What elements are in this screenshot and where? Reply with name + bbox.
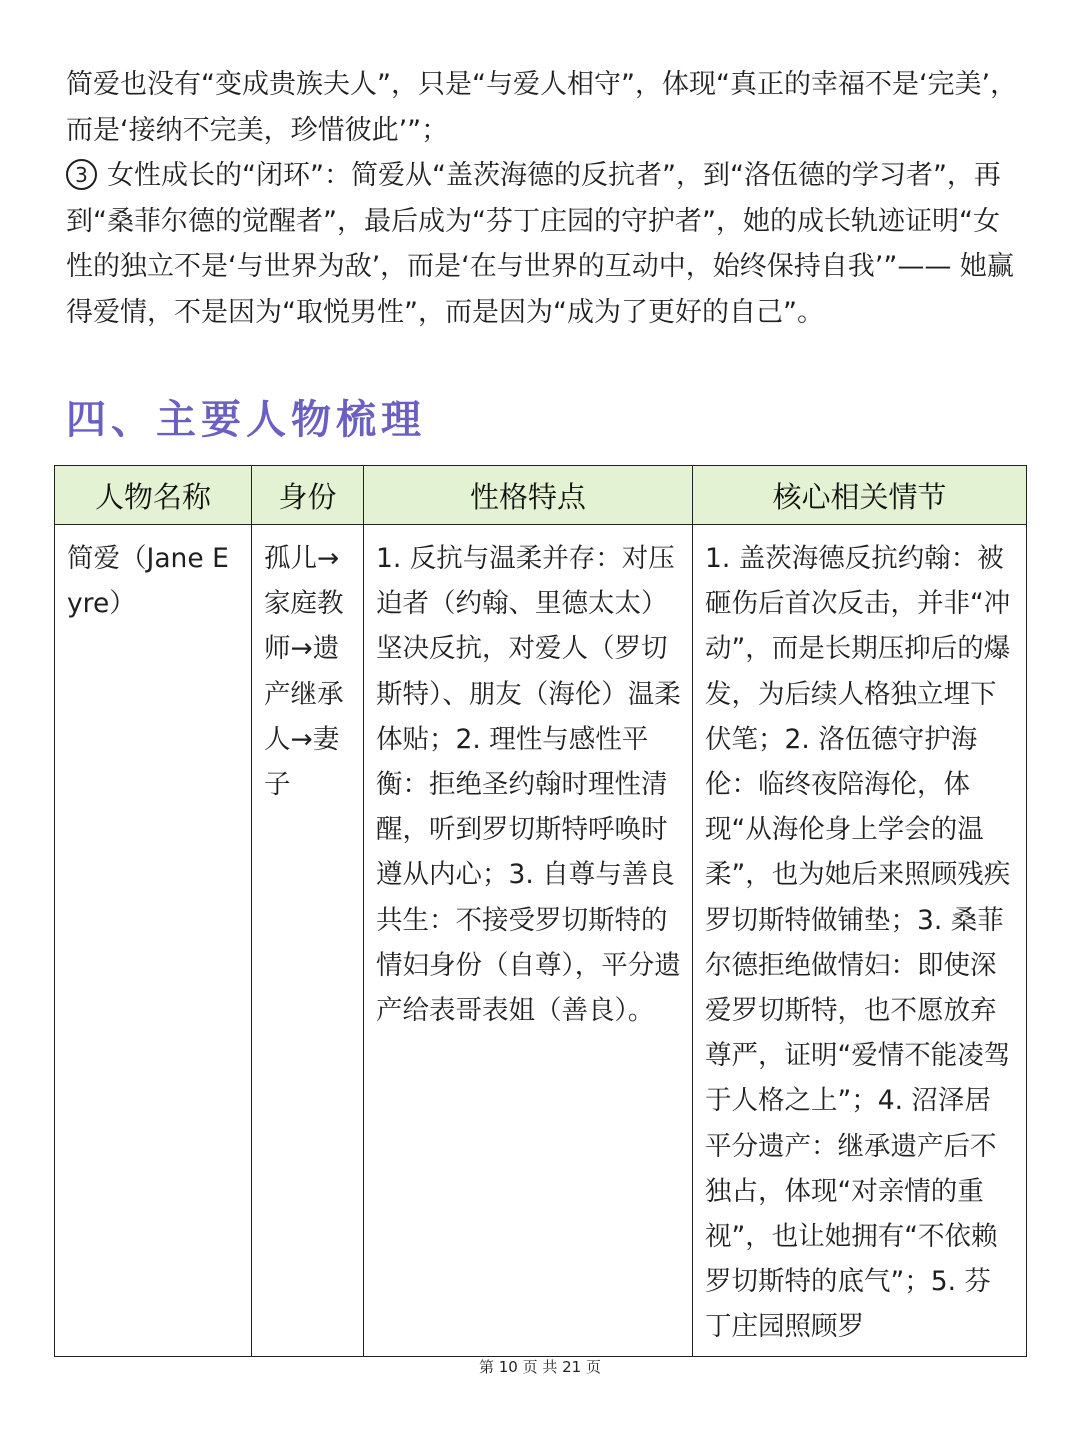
cell-plot: 1. 盖茨海德反抗约翰：被砸伤后首次反击，并非“冲动”，而是长期压抑后的爆发，为后续人格独立埋下伏笔；2. 洛伍德守护海伦：临终夜陪海伦，体现“从海伦身上学会的温柔”，也为她后来照顾残疾罗切斯特做铺垫；3. 桑菲尔德拒绝做情妇：即使深爱罗切斯特，也不愿放弃尊严，证明“爱情不能凌驾于人格之上”；4. 沼泽居平分遗产：继承遗产后不独占，体现“对亲情的重视”，也让她拥有“不依赖罗切斯特的底气”；5. 芬丁庄园照顾罗	[693, 525, 1027, 1357]
intro-paragraph: 简爱也没有“变成贵族夫人”，只是“与爱人相守”，体现“真正的幸福不是‘完美’，而是‘接纳不完美，珍惜彼此’”；	[66, 69, 1018, 146]
header-name: 人物名称	[55, 466, 252, 525]
header-plot: 核心相关情节	[693, 466, 1027, 525]
header-traits: 性格特点	[364, 466, 693, 525]
header-identity: 身份	[252, 466, 364, 525]
character-table	[54, 465, 1027, 1357]
circled-number-marker: 3	[66, 159, 97, 190]
table-row	[55, 525, 1027, 1357]
cell-traits: 1. 反抗与温柔并存：对压迫者（约翰、里德太太）坚决反抗，对爱人（罗切斯特）、朋友（海伦）温柔体贴；2. 理性与感性平衡：拒绝圣约翰时理性清醒，听到罗切斯特呼唤时遵从内心；3. 自尊与善良共生：不接受罗切斯特的情妇身份（自尊），平分遗产给表哥表姐（善良）。	[364, 525, 693, 1357]
cell-name: 简爱（Jane Eyre）	[55, 525, 252, 1357]
intro-text	[66, 62, 1026, 335]
table-header-row	[55, 466, 1027, 525]
point-3-paragraph	[66, 153, 1026, 335]
cell-identity: 孤儿→家庭教师→遗产继承人→妻子	[252, 525, 364, 1357]
page-footer: 第 10 页 共 21 页	[478, 1358, 601, 1376]
point-3-text: 女性成长的“闭环”：简爱从“盖茨海德的反抗者”，到“洛伍德的学习者”，再到“桑菲尔德的觉醒者”，最后成为“芬丁庄园的守护者”，她的成长轨迹证明“女性的独立不是‘与世界为敌’，而是‘在与世界的互动中，始终保持自我’”—— 她赢得爱情，不是因为“取悦男性”，而是因为“成为了更好的自己”。	[66, 160, 1014, 328]
section-heading: 四、主要人物梳理	[66, 396, 426, 443]
